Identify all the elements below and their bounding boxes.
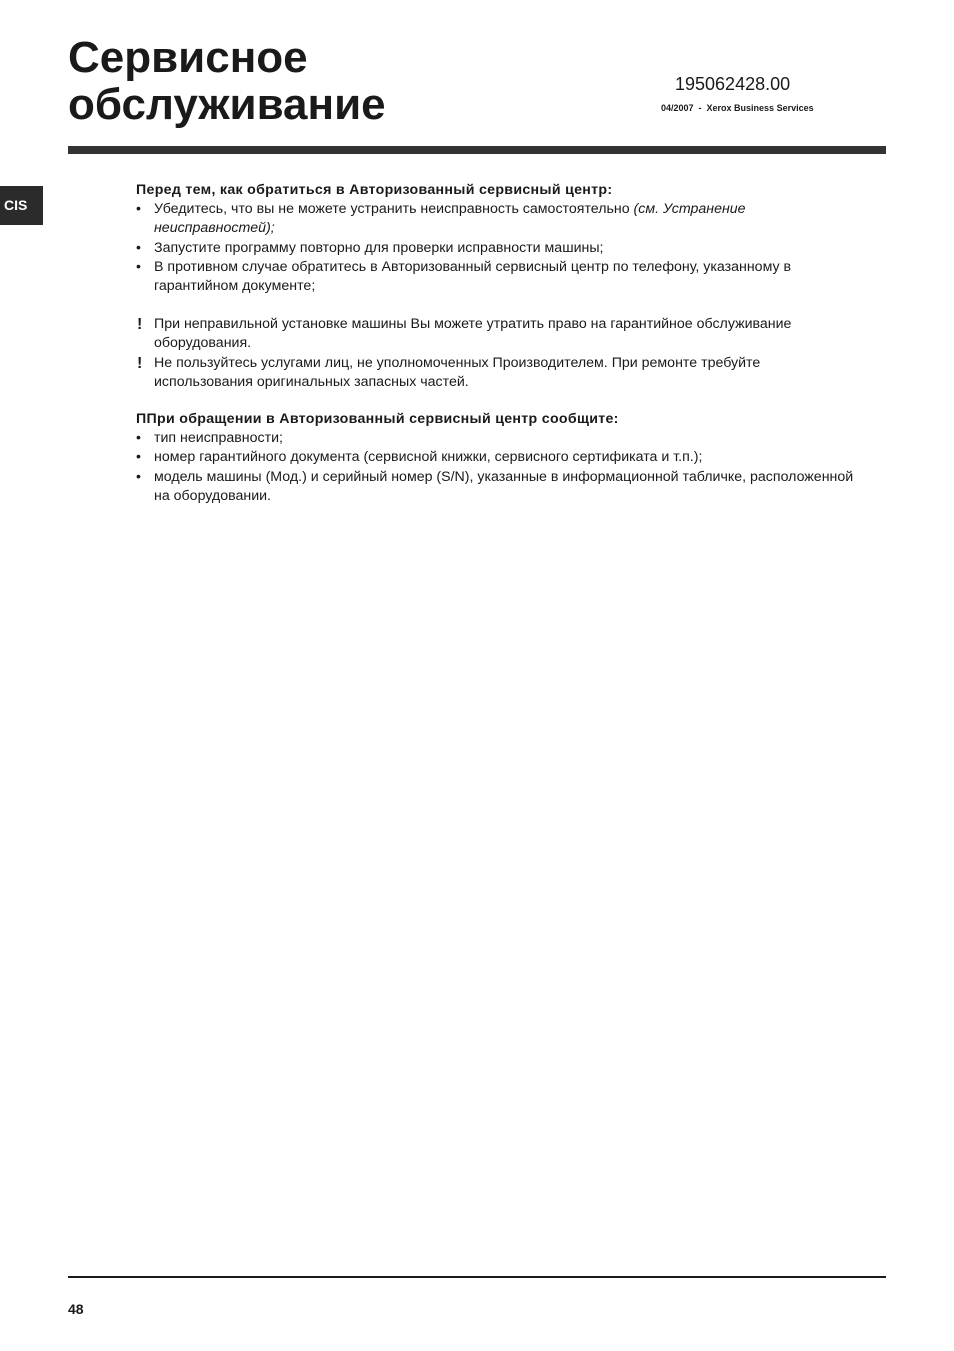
checklist-before-contact (136, 200, 856, 296)
section-heading-report: ППри обращении в Авторизованный сервисный центр сообщите: (136, 411, 619, 428)
bullet-icon: • (136, 258, 141, 275)
document-number: 195062428.00 (675, 74, 791, 94)
list-item-text: Запустите программу повторно для проверки исправности машины; (154, 239, 604, 256)
warnings-list (136, 315, 856, 392)
page-number: 48 (68, 1301, 84, 1317)
warning-icon: ! (137, 354, 143, 372)
section-heading-before-contact: Перед тем, как обратиться в Авторизованный сервисный центр: (136, 182, 613, 198)
list-item-text: В противном случае обратитесь в Авторизованный сервисный центр по телефону, указанному в гарантийном документе; (154, 258, 792, 295)
warning-item (136, 354, 856, 392)
header-divider (68, 146, 886, 154)
bullet-icon: • (136, 468, 141, 485)
warning-text: Не пользуйтесь услугами лиц, не уполномоченных Производителем. При ремонте требуйте использования оригинальных запасных частей. (154, 354, 761, 390)
list-item (136, 429, 856, 448)
warning-text: При неправильной установке машины Вы можете утратить право на гарантийное обслуживание оборудования. (154, 316, 792, 352)
warning-icon: ! (137, 316, 143, 334)
list-item-text: модель машины (Мод.) и серийный номер (S/N), указанные в информационной табличке, расположенной на оборудовании. (154, 468, 854, 504)
page-title-line-2: обслуживание (68, 80, 386, 129)
checklist-report (136, 429, 856, 506)
bullet-icon: • (136, 449, 141, 466)
warning-item (136, 315, 856, 353)
page-title (68, 34, 386, 128)
bullet-icon: • (136, 430, 141, 447)
list-item (136, 468, 856, 506)
list-item (136, 239, 856, 258)
list-item (136, 200, 856, 238)
bullet-icon: • (136, 201, 141, 218)
list-item-reference: (см. Устранение неисправностей); (154, 201, 746, 237)
bullet-icon: • (136, 239, 141, 256)
list-item (136, 448, 856, 467)
language-tab: CIS (0, 186, 43, 225)
list-item-text: номер гарантийного документа (сервисной книжки, сервисного сертификата и т.п.); (154, 449, 703, 466)
list-item-text: Убедитесь, что вы не можете устранить неисправность самостоятельно (154, 201, 634, 218)
spacer (136, 296, 856, 315)
spacer (136, 392, 856, 410)
main-content (136, 181, 856, 506)
document-meta: 04/2007 - Xerox Business Services (661, 103, 814, 113)
page-title-line-1: Сервисное (68, 33, 308, 82)
list-item-text: тип неисправности; (154, 430, 283, 447)
list-item (136, 258, 856, 296)
footer-divider (68, 1276, 886, 1278)
